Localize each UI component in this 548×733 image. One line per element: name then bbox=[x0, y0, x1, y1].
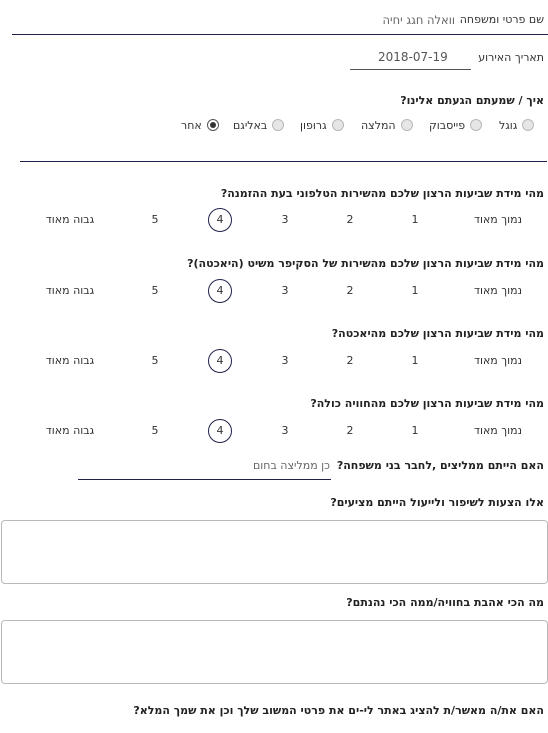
scale-option-4-selected[interactable]: 4 bbox=[208, 208, 232, 232]
scale-high-label: גבוה מאוד bbox=[45, 424, 95, 437]
rating-scale-phone bbox=[0, 208, 548, 232]
scale-option-1[interactable]: 1 bbox=[411, 424, 419, 437]
recommend-input[interactable]: כן ממליצה בחום bbox=[252, 459, 330, 472]
scale-option-3[interactable]: 3 bbox=[281, 354, 289, 367]
scale-low-label: נמוך מאוד bbox=[473, 213, 523, 226]
radio-circle[interactable] bbox=[272, 119, 284, 131]
scale-high-label: גבוה מאוד bbox=[45, 284, 95, 297]
scale-option-1[interactable]: 1 bbox=[411, 213, 419, 226]
radio-circle-selected[interactable] bbox=[207, 119, 219, 131]
recommend-question: האם הייתם ממליצים ,לחבר בני משפחה? bbox=[336, 459, 544, 472]
date-field-input[interactable]: 2018-07-19 bbox=[378, 50, 448, 64]
radio-groupon[interactable]: גרופון bbox=[300, 117, 344, 133]
radio-circle[interactable] bbox=[332, 119, 344, 131]
suggestions-question: אלו הצעות לשיפור ולייעול הייתם מציעים? bbox=[330, 496, 544, 509]
radio-baligam[interactable]: באליגם bbox=[233, 117, 284, 133]
radio-circle[interactable] bbox=[522, 119, 534, 131]
rating-question-phone: מהי מידת שביעות הרצון שלכם מהשירות הטלפוני בעת ההזמנה? bbox=[220, 187, 544, 200]
radio-facebook[interactable]: פייסבוק bbox=[429, 117, 482, 133]
name-field-input[interactable]: וואלה חגג יחיה bbox=[382, 13, 455, 27]
scale-option-2[interactable]: 2 bbox=[346, 284, 354, 297]
liked-question: מה הכי אהבת בחוויה/ממה הכי נהנתם? bbox=[346, 596, 544, 609]
rating-question-yacht: מהי מידת שביעות הרצון שלכם מהיאכטה? bbox=[331, 327, 544, 340]
scale-high-label: גבוה מאוד bbox=[45, 213, 95, 226]
radio-circle[interactable] bbox=[470, 119, 482, 131]
scale-low-label: נמוך מאוד bbox=[473, 284, 523, 297]
radio-google[interactable]: גוגל bbox=[499, 117, 534, 133]
source-question: איך / שמעתם הגעתם אלינו? bbox=[400, 94, 544, 107]
scale-option-2[interactable]: 2 bbox=[346, 424, 354, 437]
rating-scale-skipper bbox=[0, 279, 548, 303]
radio-other[interactable]: אחר bbox=[181, 117, 219, 133]
scale-option-4-selected[interactable]: 4 bbox=[208, 419, 232, 443]
scale-option-4-selected[interactable]: 4 bbox=[208, 349, 232, 373]
suggestions-textarea[interactable] bbox=[1, 520, 548, 584]
recommend-underline bbox=[78, 479, 331, 480]
radio-circle[interactable] bbox=[401, 119, 413, 131]
date-field-label: תאריך האירוע bbox=[478, 51, 544, 64]
scale-option-3[interactable]: 3 bbox=[281, 284, 289, 297]
scale-option-5[interactable]: 5 bbox=[151, 213, 159, 226]
scale-option-3[interactable]: 3 bbox=[281, 424, 289, 437]
name-field-underline bbox=[12, 34, 548, 35]
liked-textarea[interactable] bbox=[1, 620, 548, 684]
scale-low-label: נמוך מאוד bbox=[473, 354, 523, 367]
rating-question-experience: מהי מידת שביעות הרצון שלכם מהחוויה כולה? bbox=[310, 397, 544, 410]
scale-option-5[interactable]: 5 bbox=[151, 424, 159, 437]
scale-option-3[interactable]: 3 bbox=[281, 213, 289, 226]
scale-high-label: גבוה מאוד bbox=[45, 354, 95, 367]
rating-scale-yacht bbox=[0, 349, 548, 373]
name-field-label: שם פרטי ומשפחה bbox=[459, 13, 544, 26]
rating-scale-experience bbox=[0, 419, 548, 443]
scale-option-5[interactable]: 5 bbox=[151, 354, 159, 367]
scale-option-1[interactable]: 1 bbox=[411, 354, 419, 367]
radio-recommendation[interactable]: המלצה bbox=[361, 117, 413, 133]
section-divider bbox=[20, 161, 547, 162]
date-field-underline bbox=[350, 69, 471, 70]
scale-low-label: נמוך מאוד bbox=[473, 424, 523, 437]
scale-option-2[interactable]: 2 bbox=[346, 354, 354, 367]
rating-question-skipper: מהי מידת שביעות הרצון שלכם מהשירות של הסקיפר משיט (היאכטה)? bbox=[187, 257, 544, 270]
scale-option-2[interactable]: 2 bbox=[346, 213, 354, 226]
scale-option-1[interactable]: 1 bbox=[411, 284, 419, 297]
consent-question: האם את/ה מאשר/ת להציג באתר לי-ים את פרטי המשוב שלך וכן את שמך המלא? bbox=[133, 704, 544, 717]
scale-option-4-selected[interactable]: 4 bbox=[208, 279, 232, 303]
scale-option-5[interactable]: 5 bbox=[151, 284, 159, 297]
